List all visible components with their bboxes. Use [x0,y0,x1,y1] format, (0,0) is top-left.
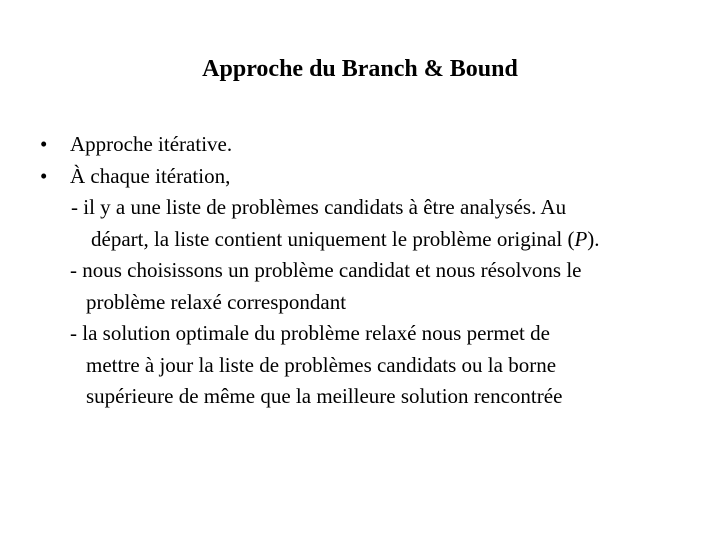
sub-item-line: supérieure de même que la meilleure solution rencontrée [86,384,563,408]
bullet-item [36,129,696,161]
sub-item-text: départ, la liste contient uniquement le problème original ( [91,226,575,251]
sub-item-line: - nous choisissons un problème candidat et nous résolvons le [70,258,582,282]
sub-item-line: mettre à jour la liste de problèmes candidats ou la borne [86,352,557,377]
sub-item-line: problème relaxé correspondant [86,289,347,314]
bullet-text: À chaque itération, [70,163,231,188]
sub-item-line: - la solution optimale du problème relaxé nous permet de [70,321,550,345]
bullet-text: Approche itérative. [70,132,233,156]
sub-item-text-end: ). [587,226,600,251]
sub-item-line [36,224,696,256]
problem-symbol: P [574,226,588,251]
slide-content [36,129,696,413]
sub-item-line: - il y a une liste de problèmes candidats à être analysés. Au [71,195,567,219]
bullet-item [36,161,696,193]
bullet-icon: • [40,132,48,156]
slide-title: Approche du Branch & Bound [202,56,518,82]
bullet-icon: • [40,163,48,188]
